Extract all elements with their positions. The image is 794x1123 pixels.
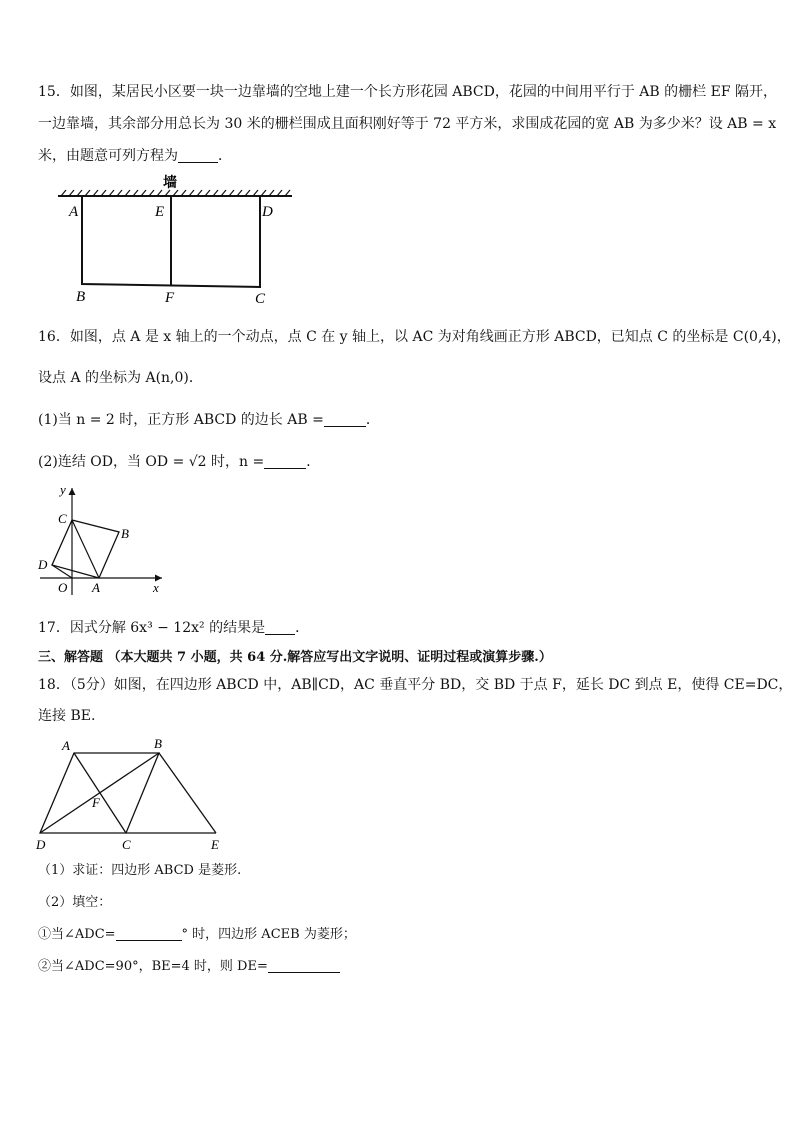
label-B: B — [121, 526, 129, 541]
q15-line2: 一边靠墙，其余部分用总长为 30 米的栅栏围成且面积刚好等于 72 平方米，求围成花园的宽 AB 为多少米？设 AB = x — [38, 116, 777, 132]
section3-heading: 三、解答题 （本大题共 7 小题，共 64 分.解答应写出文字说明、证明过程或演算步骤.） — [38, 650, 552, 665]
segment-BE — [159, 753, 216, 833]
q15-line1: 15．如图，某居民小区要一块一边靠墙的空地上建一个长方形花园 ABCD，花园的中间用平行于 AB 的栅栏 EF 隔开， — [38, 84, 777, 100]
q16-part1-blank[interactable] — [324, 412, 366, 427]
label-F: F — [92, 795, 100, 810]
label-O: O — [58, 580, 68, 595]
q16-part2-suffix: ． — [306, 454, 321, 470]
q16-part1-suffix: ． — [365, 412, 380, 428]
label-A: A — [62, 738, 70, 753]
q16-part1 — [38, 410, 380, 430]
q17-blank[interactable] — [265, 620, 295, 635]
q15-line3-suffix: ． — [218, 148, 232, 164]
q18-fill1-blank[interactable] — [116, 926, 182, 941]
label-A: A — [69, 204, 79, 220]
q18-fill2 — [38, 957, 340, 977]
label-C: C — [58, 511, 67, 526]
q16-part1-prefix: (1)当 n = 2 时，正方形 ABCD 的边长 AB = — [38, 412, 324, 428]
label-E: E — [211, 837, 219, 852]
q16-line2: 设点 A 的坐标为 A(n,0)． — [38, 370, 203, 386]
q18-figure — [34, 736, 234, 854]
label-C: C — [255, 291, 266, 307]
q18-line1: 18．（5分）如图，在四边形 ABCD 中，AB∥CD，AC 垂直平分 BD，交 BD 于点 F，延长 DC 到点 E，使得 CE=DC， — [38, 677, 793, 693]
q15-line3-prefix: 米，由题意可列方程为 — [38, 148, 178, 164]
q15-figure — [55, 172, 305, 312]
q18-sub2: （2）填空： — [38, 895, 112, 910]
q15-line3 — [38, 146, 232, 166]
segment-OD — [52, 565, 72, 578]
label-B: B — [76, 289, 86, 305]
label-x: x — [153, 580, 159, 595]
label-C: C — [122, 837, 131, 852]
q18-fill1-suffix: ° 时，四边形 ACEB 为菱形； — [181, 927, 356, 942]
label-D: D — [36, 837, 46, 852]
diagonal-AC — [72, 520, 99, 578]
diagonal-BD — [40, 753, 159, 833]
q18-fill1 — [38, 925, 356, 945]
label-E: E — [155, 204, 165, 220]
label-A: A — [92, 580, 100, 595]
q17-suffix: ． — [295, 620, 310, 636]
q16-part2-prefix: (2)连结 OD，当 OD = √2 时，n = — [38, 454, 265, 470]
q18-fill1-prefix: ①当∠ADC= — [38, 927, 116, 942]
q18-line2: 连接 BE. — [38, 708, 96, 724]
label-F: F — [165, 290, 175, 306]
q18-fill2-prefix: ②当∠ADC=90°，BE=4 时，则 DE= — [38, 959, 268, 974]
label-y: y — [60, 482, 66, 497]
wall-label: 墙 — [163, 176, 177, 191]
q17-line — [38, 618, 309, 638]
label-B: B — [154, 736, 162, 751]
q15-answer-blank[interactable] — [178, 148, 218, 163]
q18-sub1: （1）求证：四边形 ABCD 是菱形. — [38, 863, 242, 878]
q16-part2-blank[interactable] — [264, 454, 306, 469]
q16-line1: 16．如图，点 A 是 x 轴上的一个动点，点 C 在 y 轴上，以 AC 为对角线画正方形 ABCD，已知点 C 的坐标是 C(0,4)， — [38, 329, 791, 345]
label-D: D — [38, 557, 48, 572]
q18-fill2-blank[interactable] — [268, 958, 340, 973]
label-D: D — [262, 204, 273, 220]
q16-part2 — [38, 452, 320, 472]
q17-prefix: 17．因式分解 6x³ − 12x² 的结果是 — [38, 620, 266, 636]
q16-figure — [36, 480, 171, 600]
